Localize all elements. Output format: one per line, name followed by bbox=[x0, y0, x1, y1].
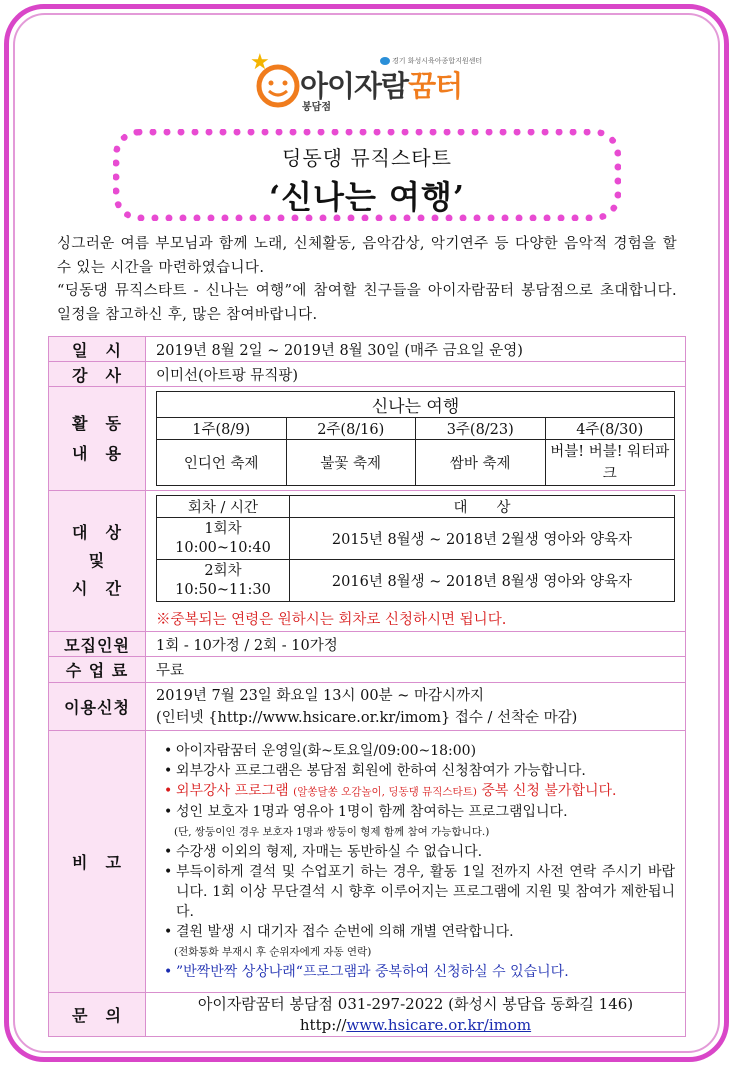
week-3-content: 쌈바 축제 bbox=[416, 440, 546, 486]
week-4-content: 버블! 버블! 워터파크 bbox=[545, 440, 675, 486]
week-1-content: 인디언 축제 bbox=[157, 440, 287, 486]
contact-link[interactable]: www.hsicare.or.kr/imom bbox=[346, 1015, 532, 1034]
note-6: • 결원 발생 시 대기자 접수 순번에 의해 개별 연락합니다. (전화통화 부재시 후 순위자에게 자동 연락) bbox=[162, 922, 675, 962]
week-4: 4주(8/30) bbox=[545, 418, 675, 440]
note-4: • 수강생 이외의 형제, 자매는 동반하실 수 없습니다. bbox=[162, 842, 675, 862]
value-contact: 아이자람꿈터 봉담점 031-297-2022 (화성시 봉담읍 동화길 146) http://www.hsicare.or.kr/imom bbox=[146, 993, 686, 1037]
logo bbox=[250, 52, 490, 116]
note-2: • 외부강사 프로그램 (알쏭달쏭 오감놀이, 딩동댕 뮤직스타트) 중복 신청 불가합니다. bbox=[162, 781, 675, 802]
info-table bbox=[48, 336, 686, 1037]
note-3: • 성인 보호자 1명과 영유아 1명이 함께 참여하는 프로그램입니다. (단, 쌍둥이인 경우 보호자 1명과 쌍둥이 형제 함께 참여 가능합니다.) bbox=[162, 802, 675, 842]
label-activity: 활 동 내 용 bbox=[49, 387, 146, 491]
value-instructor: 이미선(아트팡 뮤직팡) bbox=[146, 362, 686, 387]
star-icon: ★ bbox=[250, 50, 270, 75]
title-box bbox=[113, 129, 621, 221]
row-fee bbox=[49, 657, 686, 683]
label-contact: 문 의 bbox=[49, 993, 146, 1037]
logo-branch: 봉담점 bbox=[302, 102, 331, 113]
value-fee: 무료 bbox=[146, 657, 686, 683]
row-activity bbox=[49, 387, 686, 491]
col-target: 대 상 bbox=[290, 496, 675, 518]
row-contact bbox=[49, 993, 686, 1037]
label-recruit: 모집인원 bbox=[49, 632, 146, 657]
row-date bbox=[49, 337, 686, 362]
session-2: 2회차 10:50~11:30 bbox=[157, 560, 290, 602]
title-main: ‘신나는 여행’ bbox=[269, 178, 465, 216]
smiley-face-icon bbox=[256, 64, 300, 108]
intro-paragraph-2: “딩동댕 뮤직스타트 - 신나는 여행”에 참여할 친구들을 아이자람꿈터 봉담점으로 초대합니다. 일정을 참고하신 후, 많은 참여바랍니다. bbox=[57, 283, 677, 323]
session-1-target: 2015년 8월생 ~ 2018년 2월생 영아와 양육자 bbox=[290, 518, 675, 560]
label-notes: 비 고 bbox=[49, 731, 146, 993]
session-1: 1회차 10:00~10:40 bbox=[157, 518, 290, 560]
target-cell bbox=[146, 491, 686, 632]
session-2-target: 2016년 8월생 ~ 2018년 8월생 영아와 양육자 bbox=[290, 560, 675, 602]
logo-org: 경기 화성시육아종합지원센터 bbox=[380, 56, 482, 66]
target-table bbox=[156, 495, 675, 602]
row-target bbox=[49, 491, 686, 632]
value-apply: 2019년 7월 23일 화요일 13시 00분 ~ 마감시까지 (인터넷 {http://www.hsicare.or.kr/imom} 접수 / 선착순 마감) bbox=[146, 683, 686, 731]
row-apply bbox=[49, 683, 686, 731]
note-hours: • 아이자람꿈터 운영일(화~토요일/09:00~18:00) bbox=[162, 741, 675, 761]
week-2: 2주(8/16) bbox=[286, 418, 416, 440]
week-1: 1주(8/9) bbox=[157, 418, 287, 440]
label-instructor: 강 사 bbox=[49, 362, 146, 387]
note-1: • 외부강사 프로그램은 봉담점 회원에 한하여 신청참여가 가능합니다. bbox=[162, 761, 675, 781]
label-target: 대 상 및 시 간 bbox=[49, 491, 146, 632]
value-date: 2019년 8월 2일 ~ 2019년 8월 30일 (매주 금요일 운영) bbox=[146, 337, 686, 362]
title-sub: 딩동댕 뮤직스타트 bbox=[282, 146, 452, 170]
week-3: 3주(8/23) bbox=[416, 418, 546, 440]
row-notes bbox=[49, 731, 686, 993]
intro-paragraph-1: 싱그러운 여름 부모님과 함께 노래, 신체활동, 음악감상, 악기연주 등 다양한 음악적 경험을 할 수 있는 시간을 마련하였습니다. bbox=[57, 236, 677, 276]
intro-text bbox=[57, 233, 677, 327]
label-fee: 수 업 료 bbox=[49, 657, 146, 683]
target-note: ※중복되는 연령은 원하시는 회차로 신청하시면 됩니다. bbox=[156, 612, 507, 628]
col-session: 회차 / 시간 bbox=[157, 496, 290, 518]
notes-list bbox=[162, 741, 675, 982]
logo-name: 아이자람꿈터 bbox=[300, 69, 463, 103]
note-7: • ”반짝반짝 상상나래“프로그램과 중복하여 신청하실 수 있습니다. bbox=[162, 962, 675, 982]
label-apply: 이용신청 bbox=[49, 683, 146, 731]
week-2-content: 불꽃 축제 bbox=[286, 440, 416, 486]
activity-table-title: 신나는 여행 bbox=[157, 392, 675, 418]
row-instructor bbox=[49, 362, 686, 387]
value-recruit: 1회 - 10가정 / 2회 - 10가정 bbox=[146, 632, 686, 657]
row-recruit bbox=[49, 632, 686, 657]
notes-cell bbox=[146, 731, 686, 993]
org-mark-icon bbox=[380, 57, 390, 65]
activity-cell bbox=[146, 387, 686, 491]
note-5: • 부득이하게 결석 및 수업포기 하는 경우, 활동 1일 전까지 사전 연락 주시기 바랍니다. 1회 이상 무단결석 시 향후 이루어지는 프로그램에 지원 및 참여가 제한됩니다. bbox=[162, 862, 675, 922]
label-date: 일 시 bbox=[49, 337, 146, 362]
activity-table bbox=[156, 391, 675, 486]
